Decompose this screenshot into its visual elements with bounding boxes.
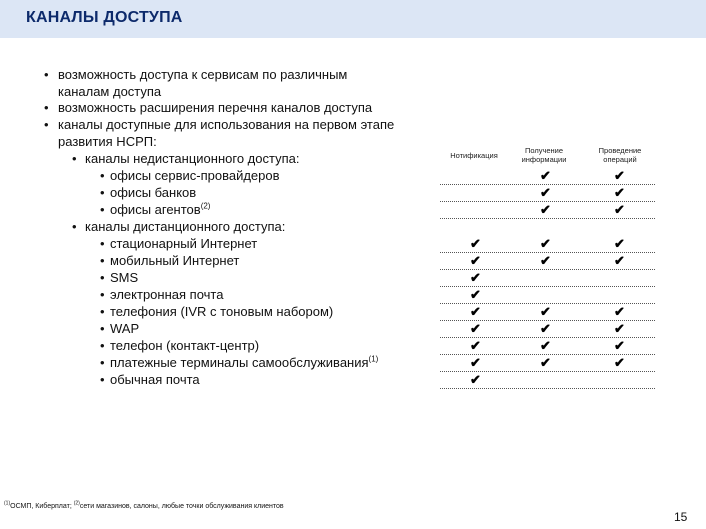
bullet-marker: • — [100, 338, 105, 353]
row-separator — [440, 388, 655, 389]
check-mark-icon: ✔ — [540, 355, 551, 370]
check-mark-icon: ✔ — [614, 321, 625, 336]
check-mark-icon: ✔ — [470, 321, 481, 336]
bullet-3-line-1: каналы доступные для использования на первом этапе — [58, 117, 395, 132]
bullet-marker: • — [44, 100, 49, 115]
bullet-1-line-2: каналам доступа — [58, 84, 162, 99]
check-mark-icon: ✔ — [540, 185, 551, 200]
list-item — [110, 355, 378, 371]
bullet-marker: • — [100, 287, 105, 302]
footnote-ref: (1) — [368, 354, 379, 364]
check-mark-icon: ✔ — [540, 321, 551, 336]
list-item: телефония (IVR с тоновым набором) — [110, 304, 334, 319]
bullet-marker: • — [72, 219, 77, 234]
check-mark-icon: ✔ — [614, 304, 625, 319]
check-mark-icon: ✔ — [614, 253, 625, 268]
check-mark-icon: ✔ — [614, 202, 625, 217]
list-item: электронная почта — [110, 287, 224, 302]
page-title: КАНАЛЫ ДОСТУПА — [26, 9, 183, 26]
bullet-1-line-1: возможность доступа к сервисам по различным — [58, 67, 348, 82]
title-bar — [0, 0, 706, 38]
check-mark-icon: ✔ — [614, 168, 625, 183]
list-item-text: платежные терминалы самообслуживания — [110, 355, 369, 370]
bullet-marker: • — [100, 202, 105, 217]
bullet-marker: • — [100, 321, 105, 336]
sub-bullet-nondistance: каналы недистанционного доступа: — [85, 151, 300, 166]
bullet-marker: • — [100, 304, 105, 319]
footnote — [4, 500, 284, 510]
column-header-label: Проведение — [598, 146, 642, 155]
list-item: телефон (контакт-центр) — [110, 338, 260, 353]
check-mark-icon: ✔ — [470, 355, 481, 370]
list-item: обычная почта — [110, 372, 200, 387]
column-header-notification — [440, 151, 508, 160]
list-item: WAP — [110, 321, 140, 336]
check-mark-icon: ✔ — [470, 287, 481, 302]
check-mark-icon: ✔ — [614, 236, 625, 251]
check-mark-icon: ✔ — [540, 202, 551, 217]
bullet-marker: • — [100, 355, 105, 370]
bullet-2: возможность расширения перечня каналов доступа — [58, 100, 373, 115]
check-mark-icon: ✔ — [614, 338, 625, 353]
check-mark-icon: ✔ — [540, 338, 551, 353]
check-mark-icon: ✔ — [470, 372, 481, 387]
bullet-marker: • — [100, 253, 105, 268]
check-mark-icon: ✔ — [470, 338, 481, 353]
check-mark-icon: ✔ — [540, 253, 551, 268]
list-item: стационарный Интернет — [110, 236, 258, 251]
bullet-marker: • — [44, 67, 49, 82]
check-mark-icon: ✔ — [470, 304, 481, 319]
list-item — [110, 202, 210, 218]
list-item-text: офисы агентов — [110, 202, 201, 217]
bullet-marker: • — [100, 168, 105, 183]
list-item: SMS — [110, 270, 139, 285]
check-mark-icon: ✔ — [540, 304, 551, 319]
list-item: офисы сервис-провайдеров — [110, 168, 280, 183]
check-mark-icon: ✔ — [470, 270, 481, 285]
footnote-marker: (1) — [4, 500, 11, 507]
column-header-label: Нотификация — [450, 151, 498, 160]
bullet-marker: • — [72, 151, 77, 166]
footnote-marker: (2) — [73, 500, 80, 507]
column-header-label: операций — [603, 155, 637, 164]
bullet-marker: • — [100, 236, 105, 251]
bullet-marker: • — [100, 270, 105, 285]
column-header-label: Получение — [524, 146, 564, 155]
check-mark-icon: ✔ — [614, 355, 625, 370]
footnote-ref: (2) — [200, 201, 211, 211]
footnote-text: сети магазинов, салоны, любые точки обслуживания клиентов — [79, 503, 284, 510]
row-separator — [440, 218, 655, 219]
bullet-marker: • — [44, 117, 49, 132]
list-item: мобильный Интернет — [110, 253, 240, 268]
check-mark-icon: ✔ — [540, 236, 551, 251]
check-mark-icon: ✔ — [470, 236, 481, 251]
bullet-3-line-2: развития НСРП: — [58, 134, 157, 149]
list-item: офисы банков — [110, 185, 197, 200]
column-header-label: информации — [521, 155, 567, 164]
check-mark-icon: ✔ — [470, 253, 481, 268]
check-mark-icon: ✔ — [540, 168, 551, 183]
sub-bullet-distance: каналы дистанционного доступа: — [85, 219, 286, 234]
bullet-marker: • — [100, 185, 105, 200]
column-header-information — [508, 146, 580, 164]
check-mark-icon: ✔ — [614, 185, 625, 200]
bullet-marker: • — [100, 372, 105, 387]
footnote-text: ОСМП, Киберплат; — [10, 503, 74, 510]
column-header-operations — [584, 146, 656, 164]
page-number: 15 — [674, 510, 688, 524]
